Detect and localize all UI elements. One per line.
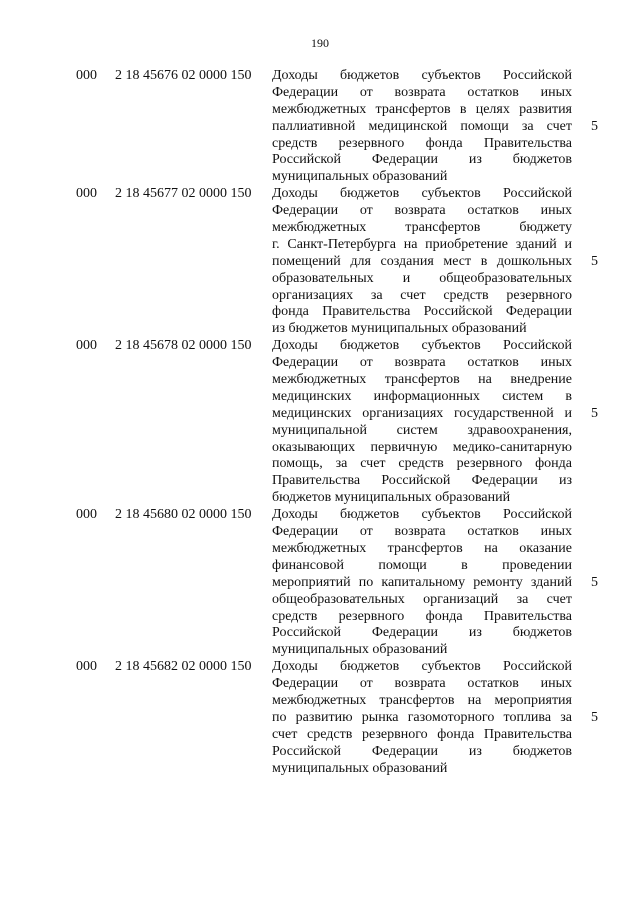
description-line: помощь, за счет средств резервного фонда [272,456,572,472]
distribution-norm-value: 5 [591,118,598,134]
description-line: межбюджетных трансфертов на оказание [272,540,572,556]
table-row [0,68,640,186]
description-line: муниципальной систем здравоохранения, [272,422,572,438]
budget-code-table [0,68,640,777]
budget-classification-code: 2 18 45676 02 0000 150 [115,68,252,83]
administrator-code: 000 [76,68,97,83]
description-line: муниципальных образований [272,169,448,185]
description-line: из бюджетов муниципальных образований [272,321,527,337]
description-line: Доходы бюджетов субъектов Российской [272,338,572,354]
table-row [0,338,640,507]
description-line: муниципальных образований [272,760,448,776]
table-row [0,507,640,659]
description-line: Российской Федерации из бюджетов [272,743,572,759]
description-line: Федерации от возврата остатков иных [272,355,572,371]
description-line: Доходы бюджетов субъектов Российской [272,507,572,523]
budget-classification-code: 2 18 45682 02 0000 150 [115,659,252,675]
description-line: средств резервного фонда Правительства [272,608,572,624]
description-line: г. Санкт-Петербурга на приобретение зданий и [272,236,572,252]
description-line: Российской Федерации из бюджетов [272,152,572,168]
budget-classification-code: 2 18 45677 02 0000 150 [115,186,252,202]
description-line: Федерации от возврата остатков иных [272,84,572,100]
income-description [272,68,572,186]
distribution-norm-value: 5 [591,709,598,725]
distribution-norm-value: 5 [591,405,598,421]
description-line: паллиативной медицинской помощи за счет [272,118,572,134]
description-line: Доходы бюджетов субъектов Российской [272,68,572,83]
description-line: по развитию рынка газомоторного топлива за [272,709,572,725]
distribution-norm-value: 5 [591,253,598,269]
description-line: Доходы бюджетов субъектов Российской [272,659,572,675]
description-line: межбюджетных трансфертов на внедрение [272,372,572,388]
description-line: Российской Федерации из бюджетов [272,625,572,641]
description-line: межбюджетных трансфертов бюджету [272,220,572,236]
description-line: медицинских информационных систем в [272,388,572,404]
income-description [272,186,572,338]
administrator-code: 000 [76,507,97,523]
administrator-code: 000 [76,338,97,354]
income-description [272,338,572,507]
description-line: межбюджетных трансфертов в целях развития [272,101,572,117]
description-line: мероприятий по капитальному ремонту зданий [272,574,572,590]
budget-classification-code: 2 18 45680 02 0000 150 [115,507,252,523]
description-line: межбюджетных трансфертов на мероприятия [272,692,572,708]
administrator-code: 000 [76,659,97,675]
description-line: бюджетов муниципальных образований [272,490,511,506]
description-line: образовательных и общеобразовательных [272,270,572,286]
description-line: Федерации от возврата остатков иных [272,524,572,540]
description-line: фонда Правительства Российской Федерации [272,304,572,320]
description-line: оказывающих первичную медико-санитарную [272,439,572,455]
description-line: медицинских организациях государственной и [272,405,572,421]
description-line: средств резервного фонда Правительства [272,135,572,151]
page-number: 190 [311,36,329,50]
description-line: Доходы бюджетов субъектов Российской [272,186,572,202]
description-line: финансовой помощи в проведении [272,557,572,573]
description-line: Федерации от возврата остатков иных [272,676,572,692]
description-line: счет средств резервного фонда Правительства [272,726,572,742]
table-row [0,659,640,777]
description-line: муниципальных образований [272,642,448,658]
description-line: организациях за счет средств резервного [272,287,572,303]
table-row [0,186,640,338]
administrator-code: 000 [76,186,97,202]
description-line: помещений для создания мест в дошкольных [272,253,572,269]
distribution-norm-value: 5 [591,574,598,590]
income-description [272,659,572,777]
budget-classification-code: 2 18 45678 02 0000 150 [115,338,252,354]
description-line: общеобразовательных организаций за счет [272,591,572,607]
income-description [272,507,572,659]
description-line: Правительства Российской Федерации из [272,473,572,489]
description-line: Федерации от возврата остатков иных [272,203,572,219]
